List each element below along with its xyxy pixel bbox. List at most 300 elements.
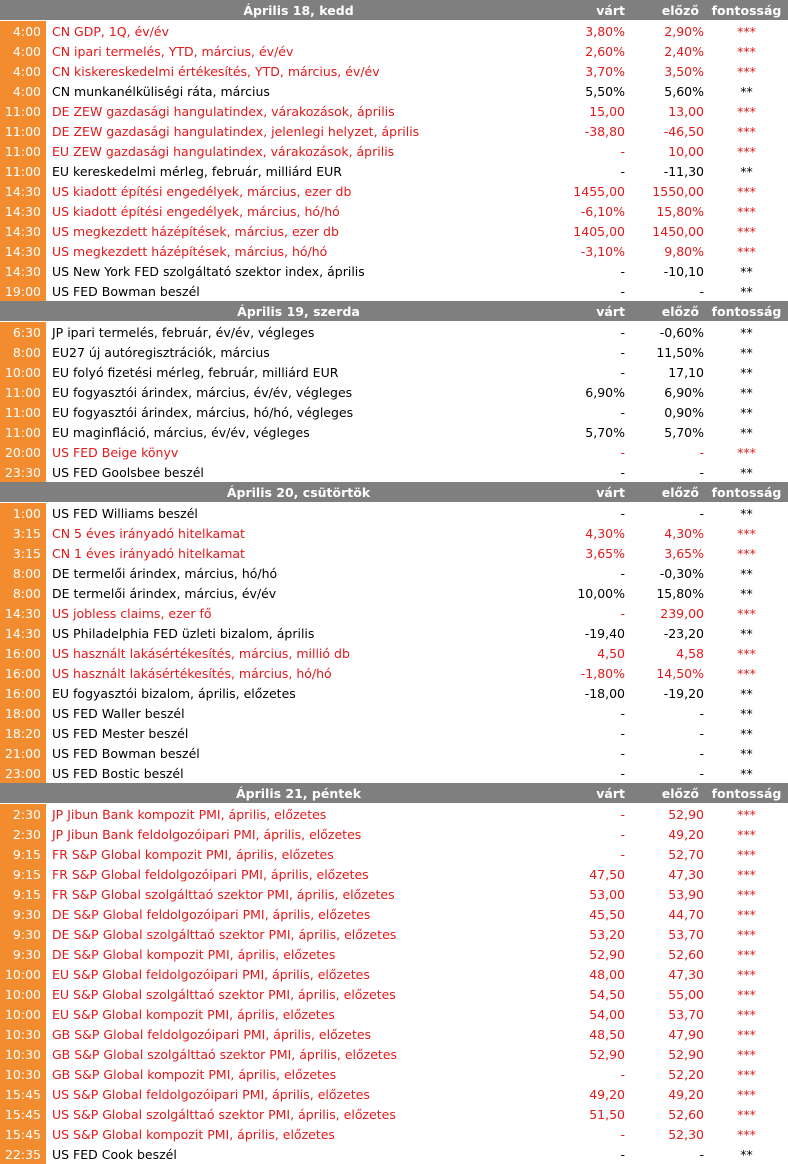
event-expected: - [620, 745, 625, 761]
event-row [0, 462, 788, 482]
event-description: JP ipari termelés, február, év/év, végleges [52, 324, 315, 340]
event-expected: 51,50 [589, 1106, 625, 1122]
event-row [0, 121, 788, 141]
column-header-expected: várt [596, 785, 625, 801]
event-previous: 53,90 [668, 886, 704, 902]
event-time: 9:15 [0, 844, 46, 864]
event-previous: 52,90 [668, 806, 704, 822]
event-description: US jobless claims, ezer fő [52, 605, 212, 621]
event-time: 14:30 [0, 603, 46, 623]
event-row [0, 61, 788, 81]
event-time: 20:00 [0, 442, 46, 462]
event-expected: - [620, 324, 625, 340]
event-previous: 3,65% [664, 545, 704, 561]
event-expected: - [620, 163, 625, 179]
event-expected: - [620, 344, 625, 360]
event-row [0, 1144, 788, 1164]
event-expected: - [620, 404, 625, 420]
event-row [0, 723, 788, 743]
event-row [0, 984, 788, 1004]
event-row [0, 422, 788, 442]
event-expected: 52,90 [589, 1046, 625, 1062]
event-importance: *** [737, 946, 756, 962]
event-expected: 49,20 [589, 1086, 625, 1102]
event-importance: ** [740, 585, 753, 601]
event-expected: 47,50 [589, 866, 625, 882]
event-time: 16:00 [0, 683, 46, 703]
event-description: DE ZEW gazdasági hangulatindex, jelenlegi helyzet, április [52, 123, 420, 139]
event-time: 23:00 [0, 763, 46, 783]
event-row [0, 241, 788, 261]
event-expected: - [620, 565, 625, 581]
event-time: 11:00 [0, 141, 46, 161]
event-time: 2:30 [0, 824, 46, 844]
day-header [0, 301, 788, 322]
event-importance: *** [737, 243, 756, 259]
event-previous: 52,60 [668, 1106, 704, 1122]
event-time: 9:30 [0, 904, 46, 924]
event-importance: *** [737, 826, 756, 842]
event-time: 14:30 [0, 181, 46, 201]
event-expected: 4,50 [597, 645, 625, 661]
event-row [0, 503, 788, 523]
day-title: Április 19, szerda [237, 303, 360, 319]
event-expected: - [620, 705, 625, 721]
event-importance: *** [737, 866, 756, 882]
event-row [0, 81, 788, 101]
event-importance: *** [737, 846, 756, 862]
event-importance: ** [740, 745, 753, 761]
event-time: 9:30 [0, 944, 46, 964]
event-description: FR S&P Global szolgálttaó szektor PMI, április, előzetes [52, 886, 395, 902]
event-expected: 54,50 [589, 986, 625, 1002]
event-previous: - [699, 283, 704, 299]
event-time: 6:30 [0, 322, 46, 342]
event-expected: - [620, 1126, 625, 1142]
event-time: 11:00 [0, 101, 46, 121]
event-description: US S&P Global feldolgozóipari PMI, április, előzetes [52, 1086, 370, 1102]
event-description: CN GDP, 1Q, év/év [52, 23, 169, 39]
event-row [0, 804, 788, 824]
event-row [0, 583, 788, 603]
header-time-spacer [0, 301, 46, 321]
event-importance: ** [740, 163, 753, 179]
event-description: US FED Beige könyv [52, 444, 179, 460]
event-importance: ** [740, 505, 753, 521]
event-expected: - [620, 1146, 625, 1162]
column-header-expected: várt [596, 2, 625, 18]
event-previous: 1450,00 [652, 223, 704, 239]
event-row [0, 382, 788, 402]
event-expected: -38,80 [584, 123, 625, 139]
event-row [0, 362, 788, 382]
event-description: EU fogyasztói árindex, március, hó/hó, végleges [52, 404, 354, 420]
event-description: GB S&P Global szolgálttaó szektor PMI, április, előzetes [52, 1046, 398, 1062]
day-title: Április 21, péntek [235, 785, 362, 801]
event-importance: *** [737, 966, 756, 982]
event-previous: 0,90% [664, 404, 704, 420]
event-expected: -6,10% [580, 203, 625, 219]
event-row [0, 864, 788, 884]
day-header [0, 783, 788, 804]
event-row [0, 442, 788, 462]
event-time: 4:00 [0, 81, 46, 101]
event-time: 8:00 [0, 342, 46, 362]
event-expected: 1405,00 [573, 223, 625, 239]
event-expected: 4,30% [585, 525, 625, 541]
event-description: GB S&P Global feldolgozóipari PMI, április, előzetes [52, 1026, 372, 1042]
event-importance: *** [737, 1046, 756, 1062]
event-description: CN ipari termelés, YTD, március, év/év [52, 43, 294, 59]
event-row [0, 743, 788, 763]
event-expected: -19,40 [584, 625, 625, 641]
event-row [0, 603, 788, 623]
event-expected: 3,70% [585, 63, 625, 79]
event-expected: 53,00 [589, 886, 625, 902]
event-importance: *** [737, 545, 756, 561]
event-importance: ** [740, 263, 753, 279]
event-time: 11:00 [0, 121, 46, 141]
event-row [0, 1124, 788, 1144]
event-row [0, 201, 788, 221]
event-expected: 54,00 [589, 1006, 625, 1022]
event-time: 2:30 [0, 804, 46, 824]
event-importance: *** [737, 123, 756, 139]
event-time: 10:00 [0, 1004, 46, 1024]
event-expected: 5,70% [585, 424, 625, 440]
event-row [0, 623, 788, 643]
event-previous: 52,90 [668, 1046, 704, 1062]
event-row [0, 1044, 788, 1064]
event-row [0, 261, 788, 281]
event-importance: *** [737, 203, 756, 219]
event-time: 19:00 [0, 281, 46, 301]
event-description: US FED Williams beszél [52, 505, 198, 521]
event-row [0, 1024, 788, 1044]
event-time: 3:15 [0, 523, 46, 543]
event-importance: ** [740, 344, 753, 360]
event-previous: 239,00 [660, 605, 704, 621]
event-importance: ** [740, 705, 753, 721]
event-row [0, 663, 788, 683]
event-previous: - [699, 705, 704, 721]
event-importance: *** [737, 103, 756, 119]
event-row [0, 563, 788, 583]
event-previous: 52,70 [668, 846, 704, 862]
event-time: 4:00 [0, 61, 46, 81]
event-previous: 52,20 [668, 1066, 704, 1082]
event-row [0, 763, 788, 783]
column-header-importance: fontosság [711, 303, 782, 319]
event-expected: 48,00 [589, 966, 625, 982]
event-importance: *** [737, 23, 756, 39]
event-time: 15:45 [0, 1124, 46, 1144]
event-previous: - [699, 505, 704, 521]
event-row [0, 161, 788, 181]
event-description: CN 1 éves irányadó hitelkamat [52, 545, 245, 561]
event-row [0, 342, 788, 362]
event-importance: *** [737, 1106, 756, 1122]
event-description: US használt lakásértékesítés, március, hó/hó [52, 665, 332, 681]
event-time: 14:30 [0, 261, 46, 281]
column-header-previous: előző [661, 2, 699, 18]
event-description: EU kereskedelmi mérleg, február, milliárd EUR [52, 163, 342, 179]
event-time: 9:15 [0, 864, 46, 884]
event-importance: *** [737, 645, 756, 661]
event-description: US FED Bowman beszél [52, 283, 200, 299]
event-importance: *** [737, 143, 756, 159]
event-expected: - [620, 505, 625, 521]
day-header [0, 0, 788, 21]
event-expected: -3,10% [580, 243, 625, 259]
event-expected: -1,80% [580, 665, 625, 681]
event-description: US kiadott építési engedélyek, március, ezer db [52, 183, 352, 199]
event-time: 14:30 [0, 221, 46, 241]
column-header-importance: fontosság [711, 484, 782, 500]
event-importance: *** [737, 525, 756, 541]
event-previous: 53,70 [668, 1006, 704, 1022]
event-time: 14:30 [0, 241, 46, 261]
event-importance: *** [737, 986, 756, 1002]
event-previous: 17,10 [668, 364, 704, 380]
event-importance: ** [740, 464, 753, 480]
event-time: 4:00 [0, 21, 46, 41]
event-expected: 53,20 [589, 926, 625, 942]
event-description: US megkezdett házépítések, március, hó/hó [52, 243, 328, 259]
day-title: Április 18, kedd [243, 2, 354, 18]
event-description: US FED Bowman beszél [52, 745, 200, 761]
event-description: CN kiskereskedelmi értékesítés, YTD, március, év/év [52, 63, 380, 79]
event-time: 3:15 [0, 543, 46, 563]
event-expected: 6,90% [585, 384, 625, 400]
event-description: DE termelői árindex, március, év/év [52, 585, 277, 601]
event-description: DE S&P Global szolgálttaó szektor PMI, április, előzetes [52, 926, 397, 942]
event-time: 14:30 [0, 201, 46, 221]
event-row [0, 101, 788, 121]
event-importance: *** [737, 1006, 756, 1022]
event-time: 10:30 [0, 1024, 46, 1044]
event-importance: *** [737, 1066, 756, 1082]
event-row [0, 1004, 788, 1024]
column-header-previous: előző [661, 785, 699, 801]
event-previous: -0,30% [659, 565, 704, 581]
event-description: US New York FED szolgáltató szektor index, április [52, 263, 365, 279]
event-time: 11:00 [0, 382, 46, 402]
event-row [0, 703, 788, 723]
event-previous: - [699, 765, 704, 781]
event-time: 10:00 [0, 362, 46, 382]
event-importance: *** [737, 906, 756, 922]
event-previous: 6,90% [664, 384, 704, 400]
event-description: EU ZEW gazdasági hangulatindex, várakozások, április [52, 143, 395, 159]
event-row [0, 1084, 788, 1104]
event-expected: - [620, 464, 625, 480]
column-header-previous: előző [661, 484, 699, 500]
event-time: 10:30 [0, 1064, 46, 1084]
event-row [0, 944, 788, 964]
event-description: FR S&P Global feldolgozóipari PMI, április, előzetes [52, 866, 369, 882]
event-previous: 5,70% [664, 424, 704, 440]
event-importance: *** [737, 444, 756, 460]
event-importance: *** [737, 1126, 756, 1142]
event-importance: ** [740, 324, 753, 340]
event-importance: *** [737, 926, 756, 942]
event-description: DE termelői árindex, március, hó/hó [52, 565, 278, 581]
event-previous: -11,30 [663, 163, 704, 179]
event-previous: -19,20 [663, 685, 704, 701]
event-time: 10:00 [0, 964, 46, 984]
event-time: 1:00 [0, 503, 46, 523]
event-description: US Philadelphia FED üzleti bizalom, április [52, 625, 315, 641]
event-row [0, 181, 788, 201]
event-previous: 4,30% [664, 525, 704, 541]
event-importance: *** [737, 1086, 756, 1102]
event-importance: ** [740, 565, 753, 581]
event-description: US megkezdett házépítések, március, ezer db [52, 223, 339, 239]
event-expected: 5,50% [585, 83, 625, 99]
day-title: Április 20, csütörtök [226, 484, 371, 500]
header-time-spacer [0, 482, 46, 502]
event-description: JP Jibun Bank feldolgozóipari PMI, április, előzetes [52, 826, 362, 842]
event-previous: 5,60% [664, 83, 704, 99]
event-expected: 3,80% [585, 23, 625, 39]
event-importance: ** [740, 83, 753, 99]
event-previous: 53,70 [668, 926, 704, 942]
event-importance: ** [740, 404, 753, 420]
event-expected: 45,50 [589, 906, 625, 922]
event-expected: 3,65% [585, 545, 625, 561]
event-time: 11:00 [0, 422, 46, 442]
event-description: US kiadott építési engedélyek, március, hó/hó [52, 203, 340, 219]
event-expected: 52,90 [589, 946, 625, 962]
event-time: 9:15 [0, 884, 46, 904]
event-description: EU fogyasztói árindex, március, év/év, végleges [52, 384, 353, 400]
event-expected: - [620, 725, 625, 741]
event-previous: - [699, 464, 704, 480]
event-description: GB S&P Global kompozit PMI, április, előzetes [52, 1066, 337, 1082]
event-previous: -46,50 [663, 123, 704, 139]
event-row [0, 543, 788, 563]
event-expected: 15,00 [589, 103, 625, 119]
event-row [0, 904, 788, 924]
event-row [0, 41, 788, 61]
event-row [0, 322, 788, 342]
column-header-expected: várt [596, 303, 625, 319]
event-row [0, 141, 788, 161]
event-expected: - [620, 364, 625, 380]
event-time: 18:20 [0, 723, 46, 743]
event-importance: *** [737, 886, 756, 902]
event-previous: - [699, 745, 704, 761]
event-previous: 49,20 [668, 1086, 704, 1102]
event-row [0, 824, 788, 844]
day-header [0, 482, 788, 503]
event-previous: 15,80% [656, 203, 704, 219]
event-row [0, 21, 788, 41]
event-description: CN munkanélküliségi ráta, március [52, 83, 270, 99]
event-importance: *** [737, 183, 756, 199]
event-row [0, 281, 788, 301]
column-header-importance: fontosság [711, 785, 782, 801]
event-description: EU fogyasztói bizalom, április, előzetes [52, 685, 296, 701]
event-description: US FED Waller beszél [52, 705, 185, 721]
event-previous: 2,40% [664, 43, 704, 59]
event-importance: ** [740, 364, 753, 380]
event-importance: ** [740, 765, 753, 781]
event-importance: *** [737, 1026, 756, 1042]
event-previous: 49,20 [668, 826, 704, 842]
event-importance: *** [737, 605, 756, 621]
column-header-expected: várt [596, 484, 625, 500]
event-description: EU maginfláció, március, év/év, végleges [52, 424, 310, 440]
event-description: EU folyó fizetési mérleg, február, milliárd EUR [52, 364, 339, 380]
event-expected: 10,00% [577, 585, 625, 601]
event-importance: ** [740, 1146, 753, 1162]
event-expected: - [620, 826, 625, 842]
event-expected: -18,00 [584, 685, 625, 701]
event-description: US FED Cook beszél [52, 1146, 177, 1162]
event-previous: 4,58 [676, 645, 704, 661]
event-previous: 47,30 [668, 866, 704, 882]
event-time: 10:00 [0, 984, 46, 1004]
event-importance: *** [737, 223, 756, 239]
event-importance: ** [740, 725, 753, 741]
event-expected: - [620, 806, 625, 822]
event-importance: *** [737, 43, 756, 59]
event-description: US FED Mester beszél [52, 725, 189, 741]
event-description: FR S&P Global kompozit PMI, április, előzetes [52, 846, 334, 862]
event-importance: ** [740, 424, 753, 440]
event-description: EU S&P Global kompozit PMI, április, előzetes [52, 1006, 335, 1022]
event-time: 11:00 [0, 402, 46, 422]
event-previous: 3,50% [664, 63, 704, 79]
event-time: 21:00 [0, 743, 46, 763]
event-time: 8:00 [0, 583, 46, 603]
event-previous: 11,50% [656, 344, 704, 360]
event-previous: 14,50% [656, 665, 704, 681]
event-previous: - [699, 444, 704, 460]
event-expected: - [620, 1066, 625, 1082]
event-description: EU S&P Global szolgálttaó szektor PMI, április, előzetes [52, 986, 396, 1002]
event-time: 10:30 [0, 1044, 46, 1064]
event-row [0, 964, 788, 984]
event-importance: ** [740, 625, 753, 641]
event-previous: 15,80% [656, 585, 704, 601]
event-row [0, 523, 788, 543]
event-previous: 52,30 [668, 1126, 704, 1142]
event-previous: 13,00 [668, 103, 704, 119]
event-time: 14:30 [0, 623, 46, 643]
event-time: 9:30 [0, 924, 46, 944]
event-expected: 2,60% [585, 43, 625, 59]
event-previous: - [699, 1146, 704, 1162]
event-importance: ** [740, 283, 753, 299]
event-row [0, 221, 788, 241]
event-row [0, 844, 788, 864]
event-previous: -0,60% [659, 324, 704, 340]
event-description: US S&P Global szolgálttaó szektor PMI, április, előzetes [52, 1106, 396, 1122]
event-expected: - [620, 143, 625, 159]
event-description: US FED Goolsbee beszél [52, 464, 204, 480]
event-previous: 1550,00 [652, 183, 704, 199]
event-time: 4:00 [0, 41, 46, 61]
event-previous: 47,90 [668, 1026, 704, 1042]
event-description: DE ZEW gazdasági hangulatindex, várakozások, április [52, 103, 395, 119]
event-description: US használt lakásértékesítés, március, millió db [52, 645, 350, 661]
event-previous: 2,90% [664, 23, 704, 39]
event-importance: ** [740, 384, 753, 400]
event-previous: -10,10 [663, 263, 704, 279]
